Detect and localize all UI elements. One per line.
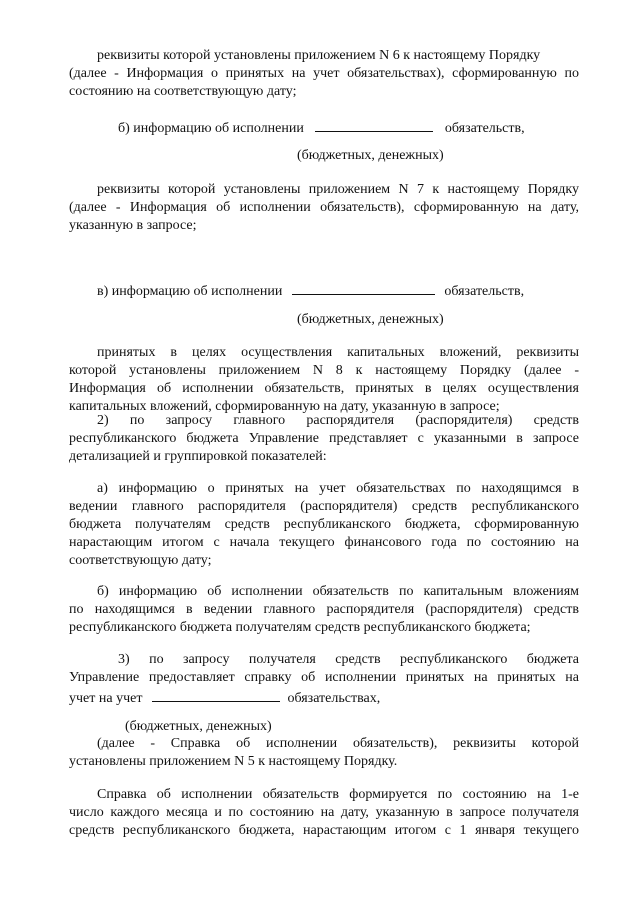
text-line: число каждого месяца и по состоянию на дату, указанную в запросе получателя xyxy=(69,805,579,820)
text-line: соответствующую дату; xyxy=(69,553,212,568)
text-line: детализацией и группировкой показателей: xyxy=(69,449,327,464)
text-fragment: в) информацию об исполнении xyxy=(97,284,283,299)
text-line: республиканского бюджета получателям средств республиканского бюджета; xyxy=(69,620,531,635)
blank-field xyxy=(292,280,435,295)
text-line xyxy=(69,687,380,708)
text-line: которой установлены приложением N 8 к настоящему Порядку (далее - xyxy=(69,363,579,378)
text-line: средств республиканского бюджета, нарастающим итогом с 1 января текущего xyxy=(69,823,579,838)
text-line: состоянию на соответствующую дату; xyxy=(69,84,297,99)
text-line: капитальных вложений, сформированную на дату, указанную в запросе; xyxy=(69,399,500,414)
text-line: Управление предоставляет справку об исполнении принятых на принятых на xyxy=(69,670,579,685)
text-line: реквизиты которой установлены приложением N 7 к настоящему Порядку xyxy=(97,182,579,197)
text-line: нарастающим итогом с начала текущего финансового года по состоянию на xyxy=(69,535,579,550)
text-line: Справка об исполнении обязательств формируется по состоянию на 1-е xyxy=(97,787,579,802)
list-item-v-line xyxy=(97,280,524,301)
text-fragment: обязательств, xyxy=(444,284,525,299)
text-line: республиканского бюджета Управление представляет с указанными в запросе xyxy=(69,431,579,446)
text-line: по находящимся в ведении главного распорядителя (распорядителя) средств xyxy=(69,602,579,617)
text-fragment: учет на учет xyxy=(69,691,143,706)
text-line: 3) по запросу получателя средств республиканского бюджета xyxy=(118,652,579,667)
blank-field xyxy=(315,117,433,132)
text-line: указанную в запросе; xyxy=(69,218,197,233)
text-line: ведении главного распорядителя (распорядителя) средств республиканского xyxy=(69,499,579,514)
blank-field xyxy=(152,687,280,702)
text-line: принятых в целях осуществления капитальных вложений, реквизиты xyxy=(97,345,579,360)
text-line: (далее - Информация об исполнении обязательств), сформированную на дату, xyxy=(69,200,579,215)
text-fragment: обязательств, xyxy=(444,121,525,136)
text-line: реквизиты которой установлены приложением N 6 к настоящему Порядку xyxy=(97,48,541,63)
text-fragment: б) информацию об исполнении xyxy=(118,121,304,136)
blank-field-caption: (бюджетных, денежных) xyxy=(125,719,272,734)
text-line: а) информацию о принятых на учет обязательствах по находящимся в xyxy=(97,481,579,496)
text-line: б) информацию об исполнении обязательств по капитальным вложениям xyxy=(97,584,579,599)
text-line: Информация об исполнении обязательств, принятых в целях осуществления xyxy=(69,381,579,396)
text-line: (далее - Информация о принятых на учет обязательствах), сформированную по xyxy=(69,66,579,81)
text-line: 2) по запросу главного распорядителя (распорядителя) средств xyxy=(97,413,579,428)
list-item-b-line xyxy=(118,117,525,138)
blank-field-caption: (бюджетных, денежных) xyxy=(297,312,444,327)
blank-field-caption: (бюджетных, денежных) xyxy=(297,148,444,163)
text-fragment: обязательствах, xyxy=(287,691,381,706)
text-line: установлены приложением N 5 к настоящему Порядку. xyxy=(69,754,398,769)
text-line: (далее - Справка об исполнении обязательств), реквизиты которой xyxy=(97,736,579,751)
text-line: бюджета получателям средств республиканского бюджета, сформированную xyxy=(69,517,579,532)
